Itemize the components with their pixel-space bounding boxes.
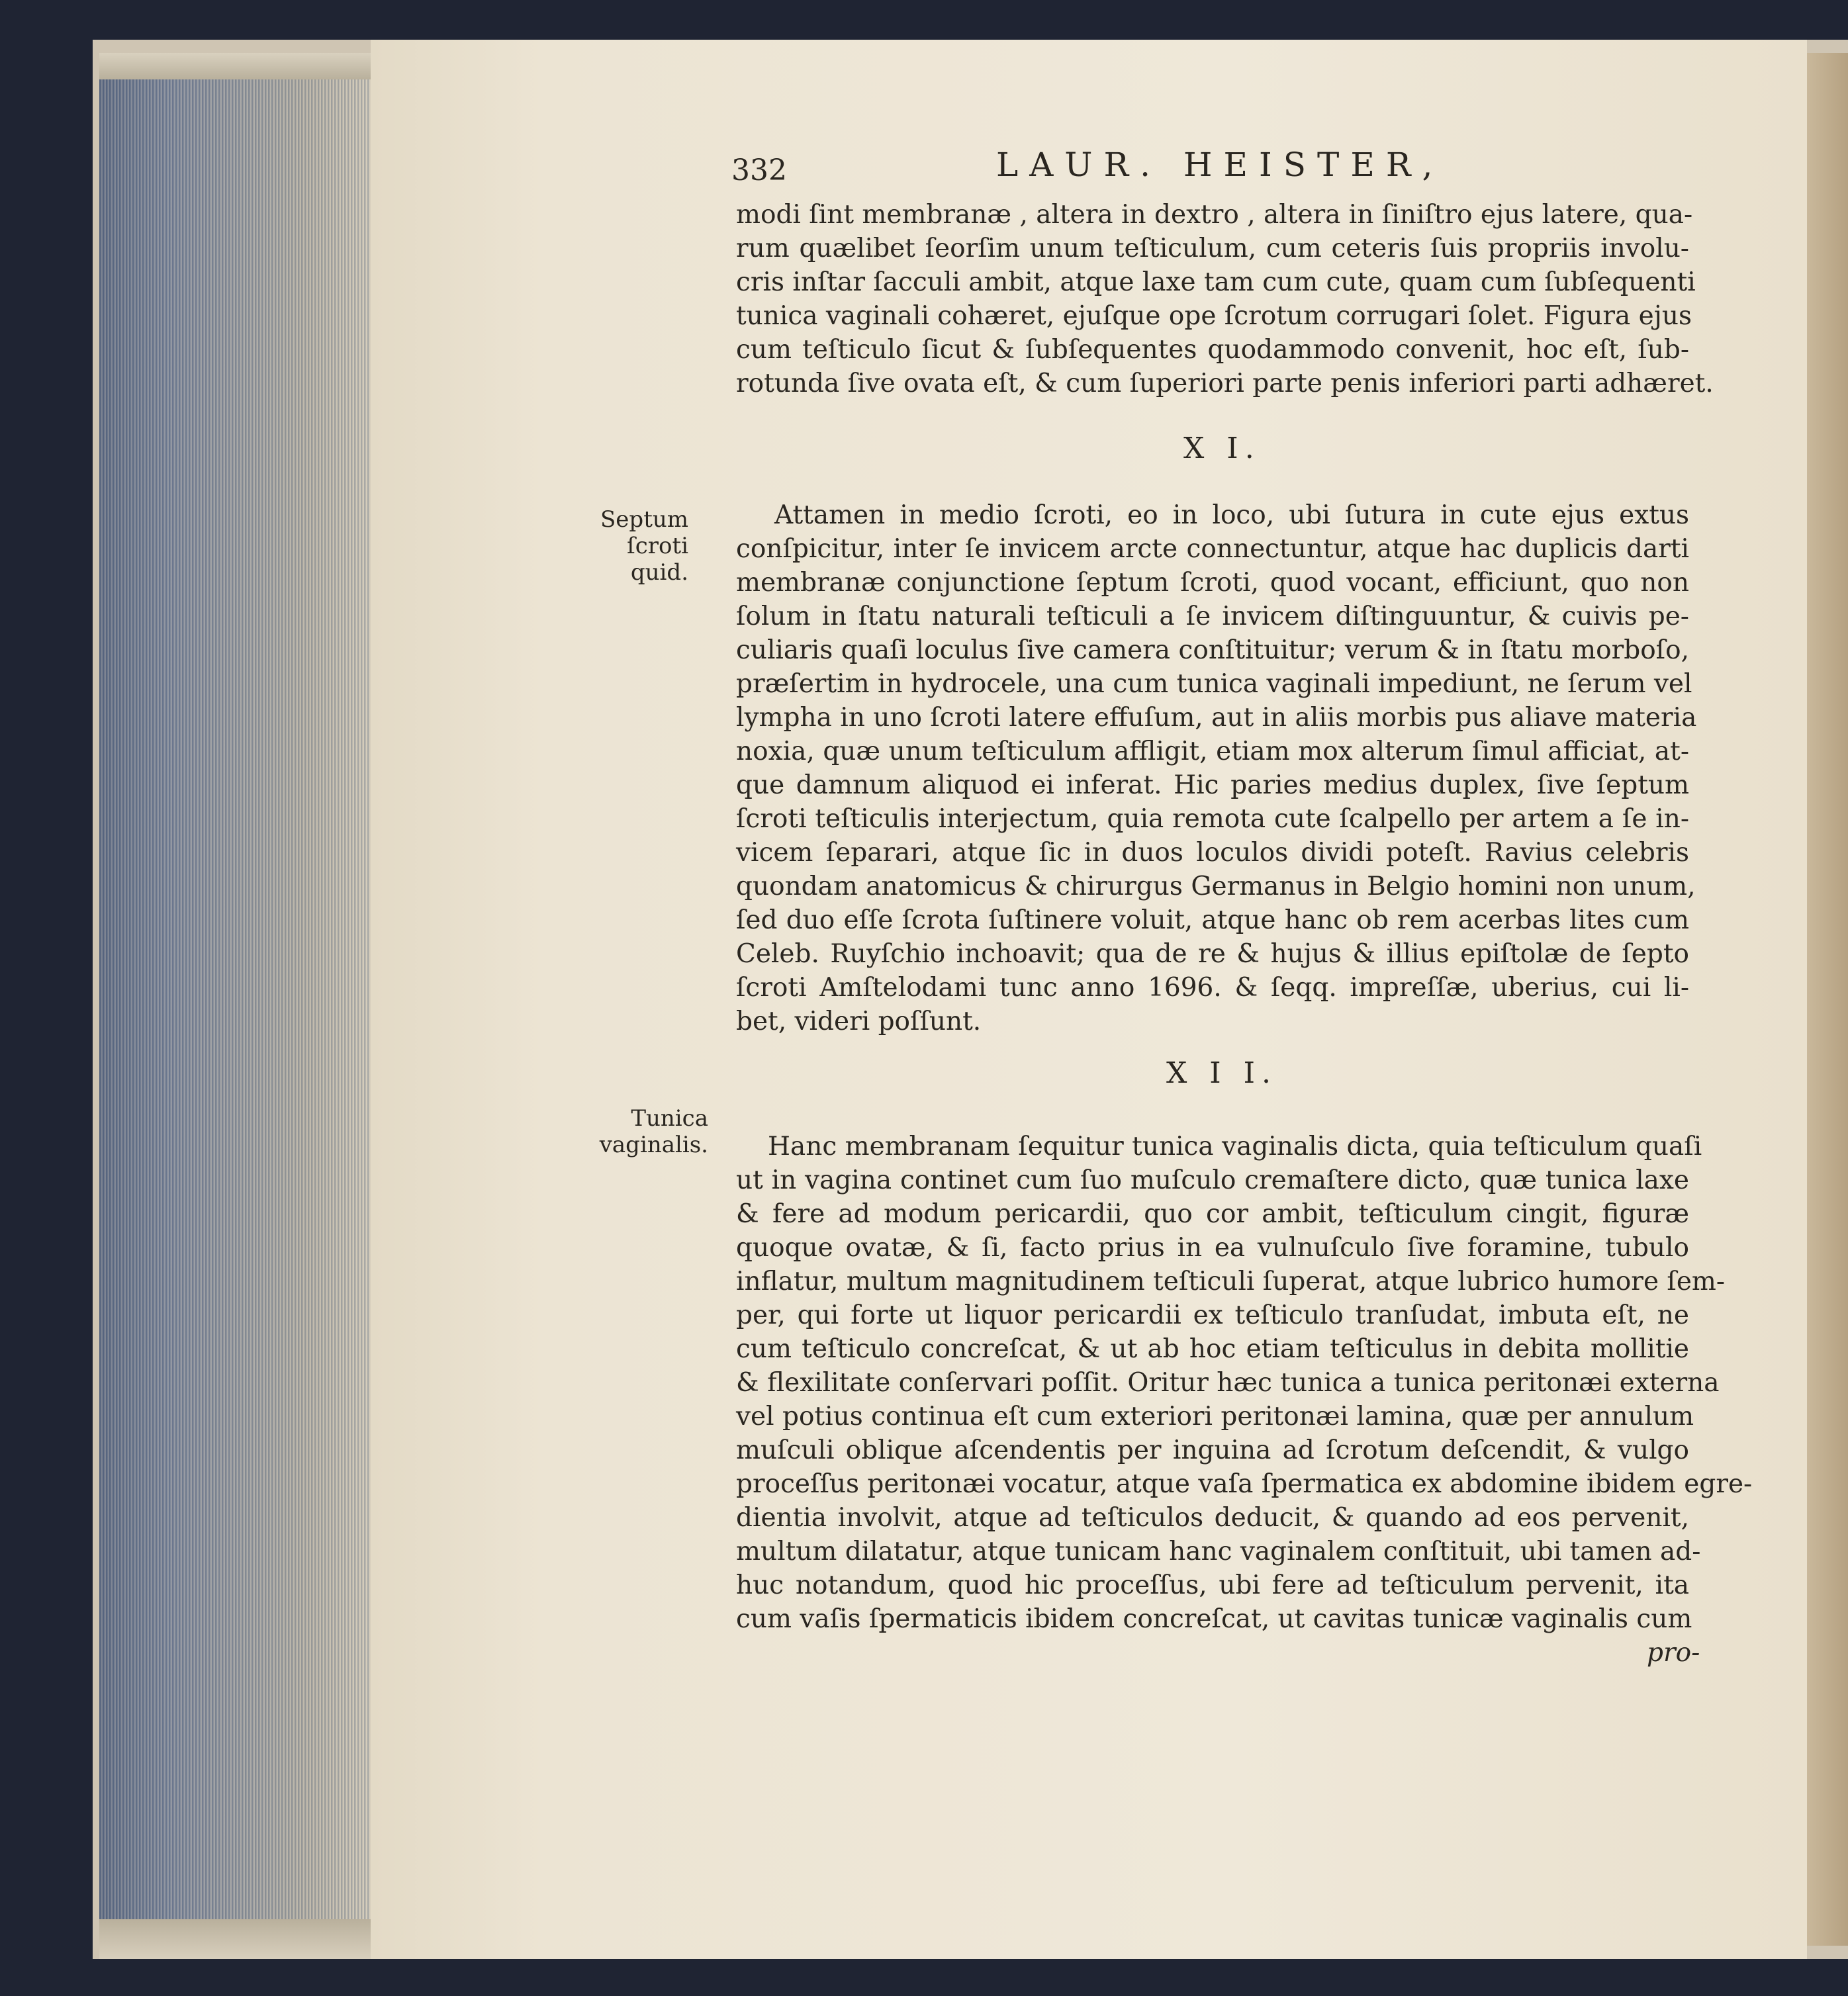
body-line: conſpicitur, inter ſe invicem arcte connectuntur, atque hac duplicis darti [736,534,1689,564]
running-title: LAUR. HEISTER, [996,146,1444,184]
margin-note-septum [596,506,688,586]
margin-note-line: ſcroti [627,533,688,559]
body-line: ſolum in ſtatu naturali teſticuli a ſe invicem diſtinguuntur, & cuivis pe- [736,602,1689,631]
body-line: præſertim in hydrocele, una cum tunica vaginali impediunt, ne ſerum vel [736,669,1692,699]
section-heading-xii: X I I. [1166,1056,1278,1090]
body-line: quondam anatomicus & chirurgus Germanus in Belgio homini non unum, [736,872,1696,901]
body-line: Celeb. Ruyſchio inchoavit; qua de re & hujus & illius epiſtolæ de ſepto [736,939,1689,969]
body-line: proceſſus peritonæi vocatur, atque vaſa ſpermatica ex abdomine ibidem egre- [736,1469,1753,1499]
body-line: dientia involvit, atque ad teſticulos deducit, & quando ad eos pervenit, [736,1503,1689,1533]
margin-note-line: Tunica [631,1105,708,1132]
body-line: noxia, quæ unum teſticulum affligit, etiam mox alterum ſimul afficiat, at- [736,737,1689,766]
body-line: & flexilitate conſervari poſſit. Oritur hæc tunica a tunica peritonæi externa [736,1368,1720,1398]
body-line: rum quælibet ſeorſim unum teſticulum, cum ceteris ſuis propriis involu- [736,234,1689,263]
body-line: vicem ſeparari, atque ſic in duos loculos dividi poteſt. Ravius celebris [736,838,1689,868]
body-line: huc notandum, quod hic proceſſus, ubi fere ad teſticulum pervenit, ita [736,1570,1689,1600]
body-line: ſcroti Amſtelodami tunc anno 1696. & ſeqq. impreſſæ, uberius, cui li- [736,973,1689,1003]
catchword: pro- [1647,1638,1700,1668]
margin-note-line: vaginalis. [599,1132,708,1158]
body-line: Attamen in medio ſcroti, eo in loco, ubi ſutura in cute ejus extus [774,500,1689,530]
body-line: cum teſticulo ſicut & ſubſequentes quodammodo convenit, hoc eſt, ſub- [736,335,1689,365]
body-line: modi ſint membranæ , altera in dextro , altera in ſiniſtro ejus latere, qua- [736,200,1693,230]
body-line: per, qui forte ut liquor pericardii ex teſticulo tranſudat, imbuta eſt, ne [736,1300,1689,1330]
body-line: que damnum aliquod ei inferat. Hic paries medius duplex, ſive ſeptum [736,770,1689,800]
body-line: muſculi oblique aſcendentis per inguina ad ſcrotum deſcendit, & vulgo [736,1435,1689,1465]
body-line: ſed duo eſſe ſcrota ſuſtinere voluit, atque hanc ob rem acerbas lites cum [736,905,1689,935]
body-line: membranæ conjunctione ſeptum ſcroti, quod vocant, efficiunt, quo non [736,568,1689,598]
body-line: quoque ovatæ, & ſi, facto prius in ea vulnuſculo ſive foramine, tubulo [736,1233,1689,1263]
body-line: ſcroti teſticulis interjectum, quia remota cute ſcalpello per artem a ſe in- [736,804,1689,834]
body-line: culiaris quaſi loculus ſive camera conſtituitur; verum & in ſtatu morboſo, [736,635,1689,665]
body-line: cum teſticulo concreſcat, & ut ab hoc etiam teſticulus in debita mollitie [736,1334,1689,1364]
body-line: multum dilatatur, atque tunicam hanc vaginalem conſtituit, ubi tamen ad- [736,1537,1701,1566]
body-line: vel potius continua eſt cum exteriori peritonæi lamina, quæ per annulum [736,1402,1694,1431]
body-line: Hanc membranam ſequitur tunica vaginalis dicta, quia teſticulum quaſi [768,1132,1702,1161]
body-line: lympha in uno ſcroti latere effuſum, aut in aliis morbis pus aliave materia [736,703,1697,733]
body-line: cris inſtar ſacculi ambit, atque laxe tam cum cute, quam cum ſubſequenti [736,267,1696,297]
body-line: bet, videri poſſunt. [736,1007,982,1036]
body-line: inflatur, multum magnitudinem teſticuli ſuperat, atque lubrico humore ſem- [736,1267,1726,1296]
body-line: ut in vagina continet cum ſuo muſculo cremaſtere dicto, quæ tunica laxe [736,1165,1689,1195]
body-line: & fere ad modum pericardii, quo cor ambit, teſticulum cingit, figuræ [736,1199,1689,1229]
body-line: tunica vaginali cohæret, ejuſque ope ſcrotum corrugari ſolet. Figura ejus [736,301,1692,331]
margin-note-line: quid. [630,559,688,586]
body-line: cum vaſis ſpermaticis ibidem concreſcat, ut cavitas tunicæ vaginalis cum [736,1604,1692,1634]
body-line: rotunda ſive ovata eſt, & cum ſuperiori parte penis inferiori parti adhæret. [736,369,1714,398]
section-heading-xi: X I. [1183,431,1261,465]
page-number: 332 [731,154,787,187]
margin-note-tunica [589,1105,708,1158]
margin-note-line: Septum [600,506,688,533]
